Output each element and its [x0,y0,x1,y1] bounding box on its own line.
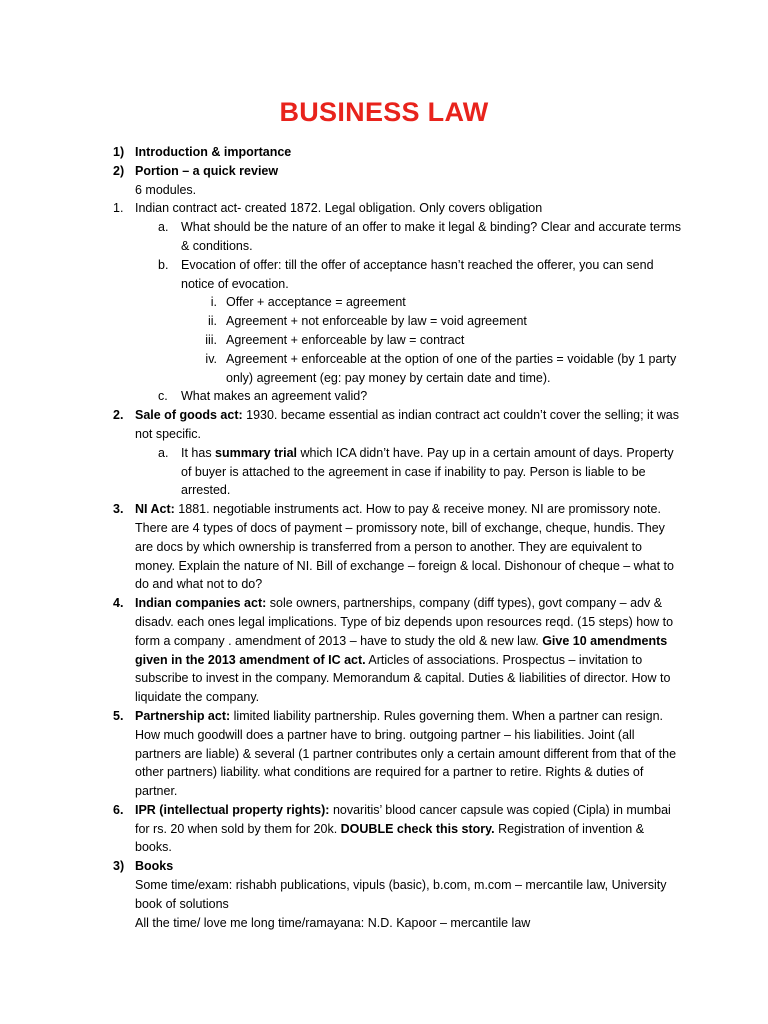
list-item [113,406,683,444]
list-item [113,181,683,200]
list-item [113,707,683,801]
item-number: 2. [113,408,124,423]
list-item [113,162,683,181]
item-roman: ii. [207,314,217,329]
list-item [113,444,683,500]
list-item [113,801,683,857]
books-line: All the time/ love me long time/ramayana: N.D. Kapoor – mercantile law [135,915,531,930]
item-text [135,500,683,594]
document-body [113,143,683,932]
item-number: 3) [113,859,125,874]
item-text: What makes an agreement valid? [181,389,368,404]
act-description: sole owners, partnerships, company (diff types), govt company – adv & disadv. each ones legal implications. Type of biz depends upon resources reqd. (15 steps) how to form a company . amendment of 2013 – have to study the old & new law. [135,596,674,648]
item-letter: a. [158,220,169,235]
list-item [113,143,683,162]
list-item [113,594,683,707]
list-item [113,876,683,914]
list-item [113,350,683,388]
item-number: 1) [113,145,125,159]
bold-term: summary trial [215,445,298,460]
act-name: NI Act: [135,502,175,517]
item-text [135,406,683,444]
act-description-cont: Articles of associations. Prospectus – invitation to subscribe to invest in the company. Memorandum & capital. Duties & liabilities of director. How to liquidate the company. [135,652,671,705]
books-heading: Books [135,859,174,874]
list-item [113,293,683,312]
books-line: Some time/exam: rishabh publications, vipuls (basic), b.com, m.com – mercantile law, University book of solutions [135,878,667,911]
item-text: Indian contract act- created 1872. Legal obligation. Only covers obligation [135,201,543,216]
act-description: limited liability partnership. Rules governing them. When a partner can resign. How much goodwill does a partner have to bring. outgoing partner – his liabilities. Joint (all partners are liable) & several (1 partner contributes only a certain amount different from that of the other partners) liability. what conditions are required for a partner to retire. Rights & duties of partner. [135,708,677,799]
item-text: Agreement + not enforceable by law = void agreement [226,314,527,329]
item-number: 1. [113,201,124,216]
act-name: Indian companies act: [135,596,267,611]
act-description: novaritis’ blood cancer capsule was copied (Cipla) in mumbai for rs. 20 when sold by them for 20k. [135,802,671,836]
list-item [113,256,683,294]
item-text [181,444,683,500]
list-item [113,914,683,933]
act-description: 1881. negotiable instruments act. How to pay & receive money. NI are promissory note. There are 4 types of docs of payment – promissory note, bill of exchange, cheque, hundis. They are docs by which ownership is transferred from a person to another. They are equivalent to money. Explain the nature of NI. Bill of exchange – foreign & local. Dishonour of cheque – what to do and what not to do? [135,502,674,592]
item-text [135,801,683,857]
item-text: What should be the nature of an offer to make it legal & binding? Clear and accurate terms & conditions. [181,220,682,253]
text-prefix: It has [181,445,216,460]
bold-note: DOUBLE check this story. [340,821,495,836]
item-number: 3. [113,502,124,517]
item-number: 4. [113,596,124,611]
item-number: 2) [113,163,125,178]
act-name: Sale of goods act: [135,408,243,423]
act-name: IPR (intellectual property rights): [135,802,330,817]
document-title: BUSINESS LAW [279,97,489,127]
item-text: Evocation of offer: till the offer of acceptance hasn’t reached the offerer, you can send notice of evocation. [181,257,654,291]
bold-note: Give 10 amendments given in the 2013 amendment of IC act. [135,633,668,667]
list-item [113,387,683,406]
item-roman: iv. [205,351,217,366]
item-letter: a. [158,445,169,460]
act-description: 1930. became essential as indian contract act couldn’t cover the selling; it was not specific. [135,408,680,441]
item-roman: i. [210,295,217,310]
list-item [113,857,683,876]
item-number: 6. [113,802,124,817]
item-text: Portion – a quick review [135,163,279,178]
item-roman: iii. [205,332,217,347]
item-text: Agreement + enforceable by law = contract [226,332,465,347]
item-letter: b. [158,257,169,272]
item-text [135,707,683,801]
act-description-cont: Registration of invention & books. [135,821,645,855]
item-text: Introduction & importance [135,145,292,159]
list-item [113,218,683,256]
list-item [113,199,683,218]
list-item [113,312,683,331]
item-text [135,594,683,707]
act-name: Partnership act: [135,708,231,723]
item-number: 5. [113,708,124,723]
item-text: Offer + acceptance = agreement [226,295,406,310]
modules-count: 6 modules. [135,182,197,197]
item-letter: c. [158,389,168,404]
list-item [113,331,683,350]
text-rest: which ICA didn’t have. Pay up in a certain amount of days. Property of buyer is attached to the agreement in case if inability to pay. Person is liable to be arrested. [181,445,674,498]
list-item [113,500,683,594]
item-text: Agreement + enforceable at the option of one of the parties = voidable (by 1 party only) agreement (eg: pay money by certain date and time). [226,351,677,385]
